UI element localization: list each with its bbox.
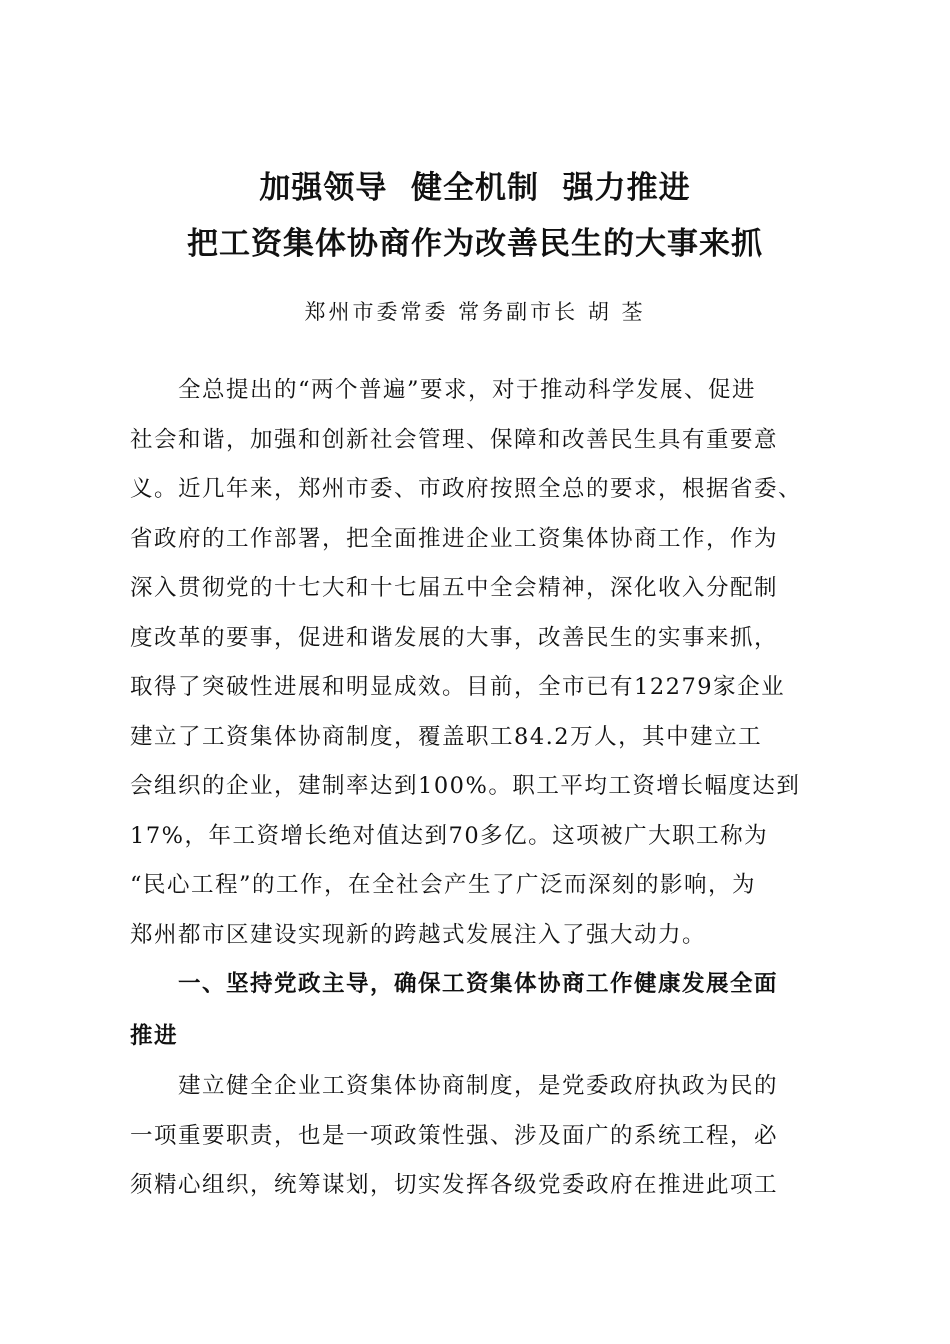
paragraph-line: 取得了突破性进展和明显成效。目前，全市已有12279家企业 (130, 674, 786, 700)
document-title-line-1: 加强领导 健全机制 强力推进 (259, 170, 691, 206)
paragraph-line: 义。近几年来，郑州市委、市政府按照全总的要求，根据省委、 (130, 476, 803, 502)
author-byline: 郑州市委常委 常务副市长 胡 荃 (304, 300, 646, 324)
paragraph-line: 一项重要职责，也是一项政策性强、涉及面广的系统工程，必 (130, 1122, 779, 1149)
paragraph-line: “民心工程”的工作，在全社会产生了广泛而深刻的影响，为 (130, 872, 757, 898)
paragraph-line: 全总提出的“两个普遍”要求，对于推动科学发展、促进 (178, 377, 757, 403)
paragraph-line: 建立了工资集体协商制度，覆盖职工84.2万人，其中建立工 (130, 723, 763, 750)
section-heading-1 (130, 958, 824, 1062)
paragraph-line: 17%，年工资增长绝对值达到70多亿。这项被广大职工称为 (130, 822, 769, 849)
paragraph-line: 建立健全企业工资集体协商制度，是党委政府执政为民的 (178, 1073, 779, 1099)
paragraph-line: 省政府的工作部署，把全面推进企业工资集体协商工作，作为 (130, 525, 779, 552)
section-heading-line: 推进 (130, 1023, 179, 1049)
paragraph-line: 深入贯彻党的十七大和十七届五中全会精神，深化收入分配制 (130, 575, 779, 601)
paragraph-intro (130, 366, 824, 960)
section-heading-line: 一、坚持党政主导，确保工资集体协商工作健康发展全面 (178, 971, 779, 997)
paragraph-line: 度改革的要事，促进和谐发展的大事，改善民生的实事来抓， (130, 624, 779, 651)
document-title-line-2: 把工资集体协商作为改善民生的大事来抓 (187, 226, 763, 262)
paragraph-line: 会组织的企业，建制率达到100%。职工平均工资增长幅度达到 (130, 773, 801, 799)
paragraph-line: 郑州都市区建设实现新的跨越式发展注入了强大动力。 (130, 921, 707, 948)
paragraph-line: 须精心组织，统筹谋划，切实发挥各级党委政府在推进此项工 (130, 1172, 779, 1198)
paragraph-line: 社会和谐，加强和创新社会管理、保障和改善民生具有重要意 (130, 426, 779, 453)
paragraph-section-1 (130, 1062, 824, 1211)
